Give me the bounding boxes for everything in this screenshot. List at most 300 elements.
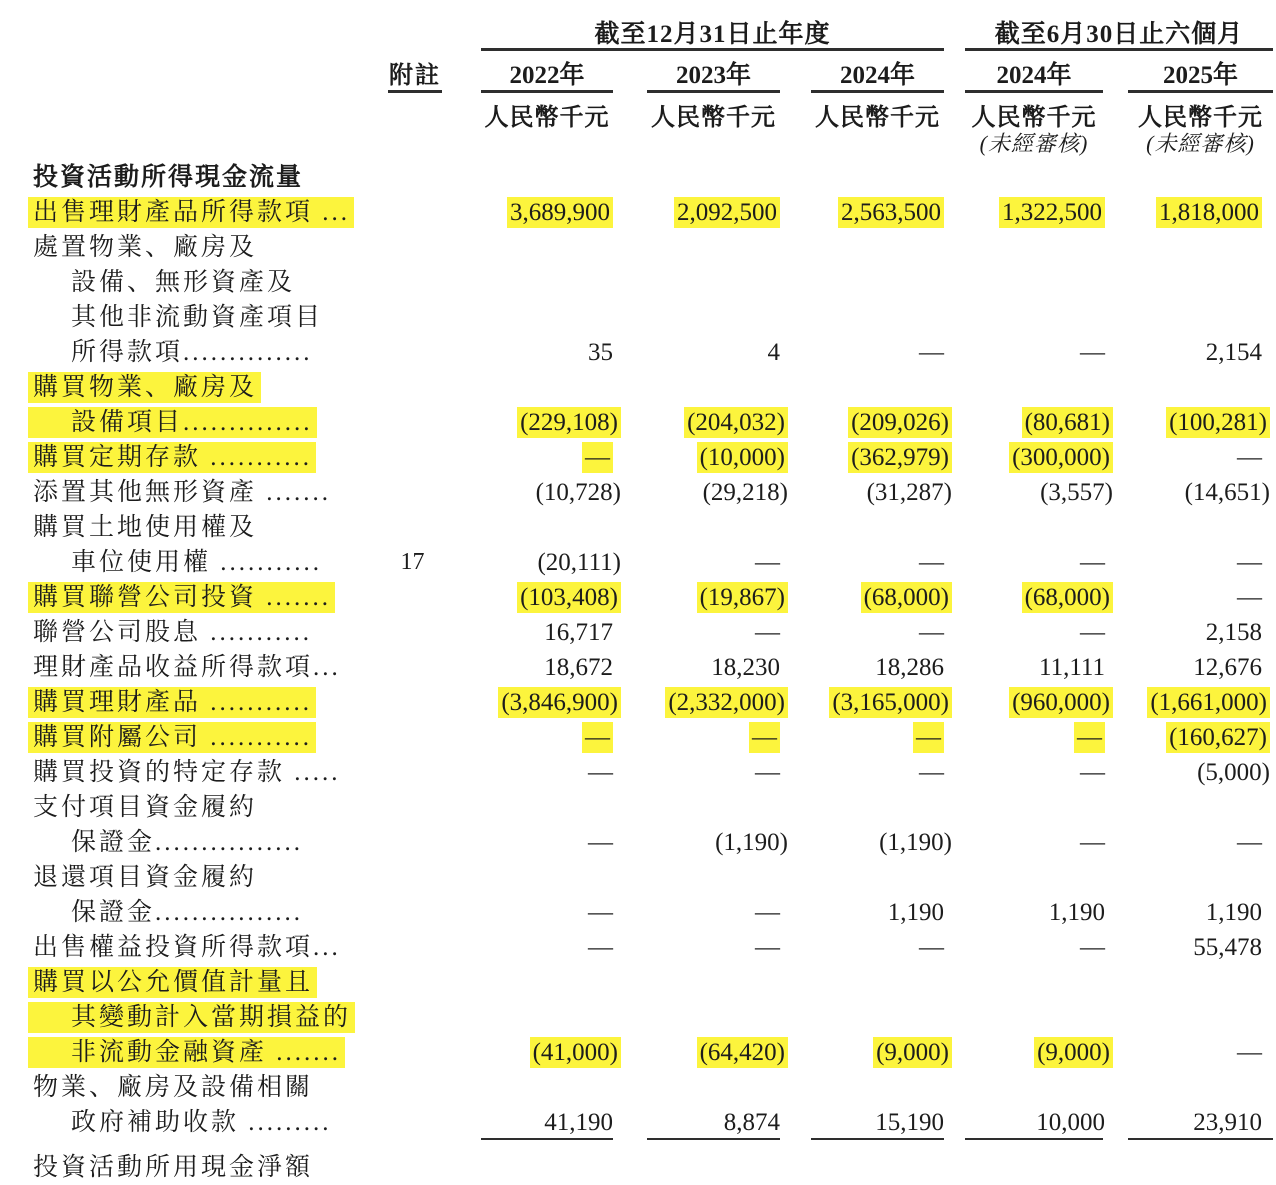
value: (9,000) [1034,1037,1113,1068]
value-cell [445,265,613,300]
value-cell [613,1000,780,1035]
highlighted-label: 其變動計入當期損益的 [28,1002,355,1033]
value-cell [445,930,613,965]
note-cell [380,895,445,930]
value-cell [445,580,618,615]
value-cell [1105,300,1262,335]
row-label: 物業、廠房及設備相關 [33,1074,314,1101]
note-cell [380,1150,445,1185]
value: 8,874 [723,1109,780,1136]
highlighted-label: 購買聯營公司投資 ....... [28,582,335,613]
year-rule-1 [481,90,613,93]
value: — [1080,339,1105,366]
note-cell [380,1070,445,1105]
value-cell [944,1070,1105,1105]
row-label [0,440,380,475]
value-cell [613,510,780,545]
year-rule-4 [965,90,1103,93]
value-cell [445,1035,618,1070]
unit-label-1: 人民幣千元 [484,105,610,131]
value: (68,000) [1022,582,1113,613]
value-cell [1105,1035,1262,1070]
value-cell [1105,335,1262,370]
value: 10,000 [1036,1109,1105,1136]
value-cell [1105,895,1262,930]
value-cell [445,755,613,790]
value-cell [780,1105,944,1140]
value-cell [780,1070,944,1105]
value: 2,092,500 [674,197,780,228]
value: — [1080,934,1105,961]
year-rule-3 [811,90,944,93]
value-cell [613,545,780,580]
value-cell [445,545,621,580]
table-row [0,1035,1276,1070]
value-cell [445,650,613,685]
row-label: 購買土地使用權及 [33,514,258,541]
value: (300,000) [1009,442,1113,473]
value: 12,676 [1193,654,1262,681]
highlighted-label: 購買定期存款 ........... [28,442,316,473]
value-cell [1105,755,1270,790]
value-cell [613,475,788,510]
value-cell [944,615,1105,650]
table-row [0,1070,1276,1105]
value-cell [780,440,949,475]
value-cell [780,475,952,510]
value-cell [445,790,613,825]
value: (100,281) [1166,407,1270,438]
value: — [582,442,613,473]
value: (960,000) [1009,687,1113,718]
value-cell [445,195,613,230]
note-cell [380,1035,445,1070]
year-rule-5 [1128,90,1273,93]
table-row [0,580,1276,615]
value: 3,689,900 [507,197,613,228]
value: 1,190 [887,899,944,926]
value-cell [1105,965,1262,1000]
value: 2,158 [1205,619,1262,646]
value: — [582,722,613,753]
value: (31,287) [866,479,952,506]
row-label: 所得款項.............. [71,339,313,366]
value-cell [613,615,780,650]
total-rule-2023 [647,1138,780,1140]
value: (209,026) [848,407,952,438]
value-cell [613,1105,780,1140]
value-cell [1105,230,1262,265]
value-cell [780,265,944,300]
table-row [0,965,1276,1000]
table-row [0,825,1276,860]
value: 55,478 [1193,934,1262,961]
row-label: 設備、無形資產及 [71,269,296,296]
value-cell [1105,265,1262,300]
value: (68,000) [861,582,952,613]
value-cell [445,475,621,510]
unit-label-3: 人民幣千元 [815,105,940,131]
value-cell [780,370,944,405]
note-cell [380,405,445,440]
value-cell [780,685,949,720]
table-row [0,370,1276,405]
note-cell [380,195,445,230]
value-cell [445,370,613,405]
total-rule-2024 [811,1138,944,1140]
period-group-interim-title: 截至6月30日止六個月 [994,21,1244,48]
value: (29,218) [702,479,788,506]
note-cell [380,1000,445,1035]
value-cell [445,300,613,335]
value: 11,111 [1039,654,1105,681]
row-label: 車位使用權 ........... [71,549,323,576]
row-label: 保證金................ [71,829,304,856]
value-cell [445,1070,613,1105]
value: 18,286 [875,654,944,681]
note-cell [380,825,445,860]
value-cell [944,1105,1105,1140]
note-cell [380,335,445,370]
year-label-4: 2024年 [996,62,1072,89]
value-cell [613,405,785,440]
highlighted-label: 非流動金融資產 ....... [28,1037,345,1068]
value: (5,000) [1197,759,1270,786]
value-cell [944,370,1105,405]
highlighted-label: 購買附屬公司 ........... [28,722,316,753]
value-cell [1105,195,1262,230]
value-cell [780,160,944,195]
note-cell [380,930,445,965]
value: — [755,934,780,961]
total-rule-2022 [481,1138,613,1140]
row-label: 處置物業、廠房及 [33,234,258,261]
value-cell [780,825,952,860]
value-cell [944,265,1105,300]
note-cell: 17 [400,549,425,575]
value: 18,230 [711,654,780,681]
value-cell [780,510,944,545]
value-cell [445,440,613,475]
value: — [1237,444,1262,471]
value-cell [944,930,1105,965]
value-cell [944,405,1110,440]
table-row [0,195,1276,230]
value-cell [944,510,1105,545]
value-cell [780,300,944,335]
value-cell [613,335,780,370]
note-cell [380,265,445,300]
value: (20,111) [537,549,621,576]
value: (1,190) [879,829,952,856]
value-cell [1105,650,1262,685]
value-cell [780,405,949,440]
value: 1,190 [1205,899,1262,926]
value: (41,000) [530,1037,621,1068]
value-cell [780,930,944,965]
unaudited-label-5: (未經審核) [1146,131,1255,156]
value-cell [445,405,618,440]
value-cell [944,1035,1110,1070]
value-cell [1105,860,1262,895]
table-row [0,265,1276,300]
highlighted-label: 購買理財產品 ........... [28,687,316,718]
value-cell [944,650,1105,685]
row-label: 出售權益投資所得款項... [33,934,341,961]
row-label [0,965,380,1000]
value-cell [780,860,944,895]
value-cell [613,160,780,195]
value-cell [613,930,780,965]
value-cell [944,685,1110,720]
table-row [0,160,1276,195]
row-label: 聯營公司股息 ........... [33,619,313,646]
table-row [0,440,1276,475]
value-cell [944,790,1105,825]
value-cell [944,475,1113,510]
note-cell [380,230,445,265]
table-row [0,615,1276,650]
row-label: 添置其他無形資產 ....... [33,479,332,506]
note-cell [380,510,445,545]
unit-label-5: 人民幣千元 [1138,105,1263,131]
table-body [0,160,1276,1185]
value: 35 [588,339,613,366]
table-row [0,930,1276,965]
highlighted-label: 購買物業、廠房及 [28,372,261,403]
table-row [0,405,1276,440]
value-cell [1105,825,1262,860]
value-cell [613,685,785,720]
value: 18,672 [544,654,613,681]
value: — [913,722,944,753]
value: — [1080,759,1105,786]
value: (64,420) [697,1037,788,1068]
value: — [919,339,944,366]
note-cell [380,720,445,755]
value-cell [780,965,944,1000]
value-cell [944,965,1105,1000]
value-cell [1105,1070,1262,1105]
value-cell [944,755,1105,790]
value: — [1237,1039,1262,1066]
unaudited-label-4: (未經審核) [979,131,1089,156]
table-row [0,720,1276,755]
value-cell [944,195,1105,230]
value-cell [613,965,780,1000]
unit-label-4: 人民幣千元 [971,105,1097,131]
value-cell [1105,930,1262,965]
value-cell [613,825,788,860]
value: 2,563,500 [838,197,944,228]
highlighted-label: 出售理財產品所得款項 ... [28,197,354,228]
value: 23,910 [1193,1109,1262,1136]
note-cell [380,160,445,195]
value-cell [1105,580,1262,615]
table-row [0,1105,1276,1140]
value-cell [445,230,613,265]
value-cell [445,965,613,1000]
value-cell [1105,545,1262,580]
value: — [588,934,613,961]
value: — [919,549,944,576]
value-cell [613,1070,780,1105]
value: 1,322,500 [999,197,1105,228]
value-cell [780,790,944,825]
row-label: 理財產品收益所得款項... [33,654,341,681]
value-cell [613,195,780,230]
value-cell [780,230,944,265]
value: (9,000) [873,1037,952,1068]
value: 1,190 [1048,899,1105,926]
table-row [0,650,1276,685]
value: — [755,899,780,926]
value-cell [613,1035,785,1070]
row-label: 支付項目資金履約 [33,794,258,821]
table-row [0,755,1276,790]
value-cell [613,230,780,265]
value-cell [780,195,944,230]
value-cell [445,615,613,650]
value: — [749,722,780,753]
value: — [919,759,944,786]
note-cell [380,650,445,685]
value-cell [944,860,1105,895]
note-cell [380,580,445,615]
value-cell [613,650,780,685]
table-row [0,475,1276,510]
value-cell [780,1035,949,1070]
table-row [0,895,1276,930]
value: (19,867) [697,582,788,613]
value: (103,408) [517,582,621,613]
value-cell [780,580,949,615]
value-cell [445,1105,613,1140]
section-title: 投資活動所得現金流量 [33,164,304,191]
row-label [0,370,380,405]
value-cell [944,545,1105,580]
value: — [1237,584,1262,611]
value-cell [445,895,613,930]
value-cell [445,160,613,195]
value-cell [944,440,1110,475]
row-label: 保證金................ [71,899,304,926]
highlighted-label: 設備項目.............. [28,407,317,438]
value: (229,108) [517,407,621,438]
value-cell [944,230,1105,265]
value-cell [1105,1000,1262,1035]
note-cell [380,790,445,825]
note-cell [380,440,445,475]
note-cell [380,755,445,790]
year-label-1: 2022年 [509,62,585,89]
value: (3,846,900) [498,687,621,718]
row-label: 投資活動所用現金淨額 [33,1154,314,1181]
value-cell [780,720,944,755]
note-column-header: 附註 [389,63,441,89]
value: (362,979) [848,442,952,473]
value-cell [613,720,780,755]
value: (10,000) [697,442,788,473]
value-cell [780,1000,944,1035]
value-cell [613,860,780,895]
value: — [588,829,613,856]
value: — [1074,722,1105,753]
note-column-rule [388,90,442,93]
value: (80,681) [1022,407,1113,438]
table-row [0,335,1276,370]
year-label-2: 2023年 [675,62,751,89]
row-label [0,685,380,720]
value-cell [613,440,785,475]
value: — [1237,549,1262,576]
value: (204,032) [684,407,788,438]
value-cell [445,335,613,370]
row-label [0,405,380,440]
value-cell [780,335,944,370]
note-cell [380,370,445,405]
value: — [755,759,780,786]
value: — [1080,549,1105,576]
value-cell [445,685,618,720]
value: — [588,759,613,786]
value: (10,728) [535,479,621,506]
value-cell [944,825,1105,860]
value: — [588,899,613,926]
note-cell [380,860,445,895]
note-cell [380,615,445,650]
value-cell [1105,440,1262,475]
value: (160,627) [1166,722,1270,753]
value-cell [613,370,780,405]
value: — [919,619,944,646]
value-cell [445,1150,613,1185]
value-cell [445,1000,613,1035]
row-label: 其他非流動資產項目 [71,304,324,331]
value: — [755,549,780,576]
value-cell [780,1150,944,1185]
total-rule-2025-interim [1128,1138,1273,1140]
value: 15,190 [875,1109,944,1136]
table-row [0,685,1276,720]
value: 41,190 [544,1109,613,1136]
interim-group-rule [965,48,1273,51]
value-cell [445,860,613,895]
value-cell [445,510,613,545]
value-cell [1105,370,1262,405]
value: 2,154 [1205,339,1262,366]
unit-label-2: 人民幣千元 [651,105,776,131]
value-cell [1105,475,1270,510]
value-cell [613,265,780,300]
value-cell [1105,615,1262,650]
value: — [919,934,944,961]
row-label [0,1000,380,1035]
table-row [0,860,1276,895]
value-cell [944,895,1105,930]
highlighted-label: 購買以公允價值計量且 [28,967,317,998]
value-cell [613,790,780,825]
value-cell [1105,685,1267,720]
value-cell [944,160,1105,195]
row-label: 退還項目資金履約 [33,864,258,891]
table-row [0,230,1276,265]
value-cell [944,720,1105,755]
note-cell [380,685,445,720]
value-cell [944,580,1110,615]
table-row [0,1000,1276,1035]
year-label-5: 2025年 [1162,62,1238,89]
